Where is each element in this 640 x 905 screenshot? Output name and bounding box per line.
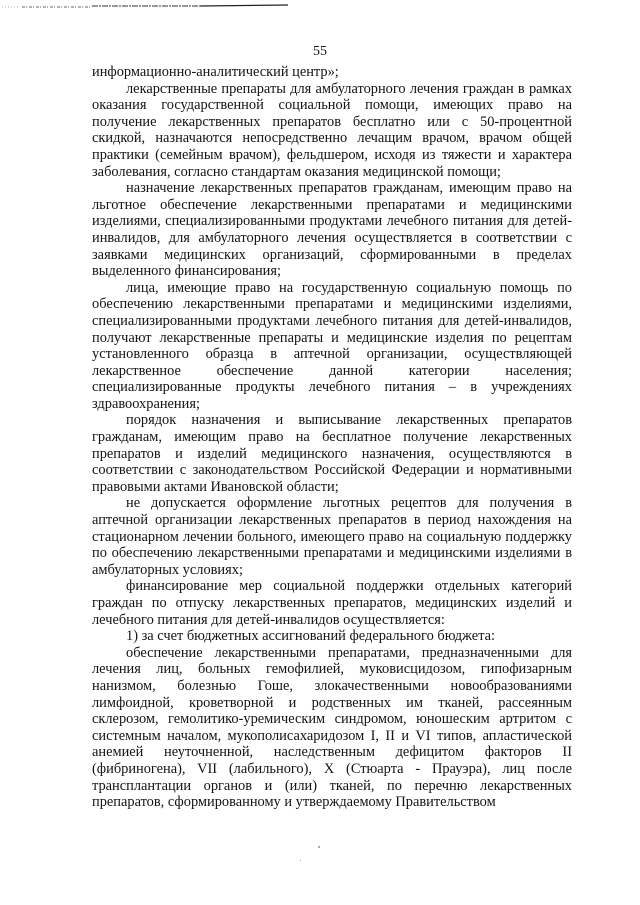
- paragraph: финансирование мер социальной поддержки отдельных категорий граждан по отпуску лекарственных препаратов, медицинских изделий и лечебного питания для детей-инвалидов осуществляется:: [92, 578, 572, 628]
- scan-artifact-top-edge: [0, 0, 290, 14]
- scan-speck: [318, 846, 320, 848]
- page-number: 55: [313, 44, 327, 59]
- paragraph: лекарственные препараты для амбулаторного лечения граждан в рамках оказания государственной социальной помощи, имеющих право на получение лекарственных препаратов бесплатно или с 50-процентной скидкой, назначаются непосредственно лечащим врачом, врачом общей практики (семейным врачом), фельдшером, исходя из тяжести и характера заболевания, согласно стандартам оказания медицинской помощи;: [92, 80, 572, 180]
- paragraph: обеспечение лекарственными препаратами, предназначенными для лечения лиц, больных гемофилией, муковисцидозом, гипофизарным нанизмом, болезнью Гоше, злокачественными новообразованиями лимфоидной, кроветворной и родственных им тканей, рассеянным склерозом, гемолитико-уремическим синдромом, юношеским артритом с системным началом, мукополисахаридозом I, II и VI типов, апластической анемией неуточненной, наследственным дефицитом факторов II (фибриногена), VII (лабильного), X (Стюарта - Прауэра), лиц после трансплантации органов и (или) тканей, по перечню лекарственных препаратов, сформированному и утверждаемому Правительством: [92, 644, 572, 811]
- scan-speck: [300, 860, 301, 861]
- paragraph: назначение лекарственных препаратов гражданам, имеющим право на льготное обеспечение лекарственными препаратами и медицинскими изделиями, специализированными продуктами лечебного питания для детей-инвалидов, для амбулаторного лечения осуществляется в соответствии с заявками медицинских организаций, сформированными в пределах выделенного финансирования;: [92, 180, 572, 280]
- document-body: [92, 64, 572, 811]
- paragraph: информационно-аналитический центр»;: [92, 64, 339, 80]
- paragraph: лица, имеющие право на государственную социальную помощь по обеспечению лекарственными препаратами и медицинскими изделиями, специализированными продуктами лечебного питания для детей-инвалидов, получают лекарственные препараты и медицинские изделия по рецептам установленного образца в аптечной организации, осуществляющей лекарственное обеспечение данной категории населения; специализированные продукты лечебного питания – в учреждениях здравоохранения;: [92, 279, 572, 412]
- paragraph: 1) за счет бюджетных ассигнований федерального бюджета:: [126, 628, 496, 645]
- paragraph: не допускается оформление льготных рецептов для получения в аптечной организации лекарственных препаратов в период нахождения на стационарном лечении больного, имеющего право на социальную поддержку по обеспечению лекарственными препаратами и медицинскими изделиями в амбулаторных условиях;: [92, 495, 572, 578]
- paragraph: порядок назначения и выписывание лекарственных препаратов гражданам, имеющим право на бесплатное получение лекарственных препаратов и изделий медицинского назначения, осуществляются в соответствии с законодательством Российской Федерации и нормативными правовыми актами Ивановской области;: [92, 412, 572, 495]
